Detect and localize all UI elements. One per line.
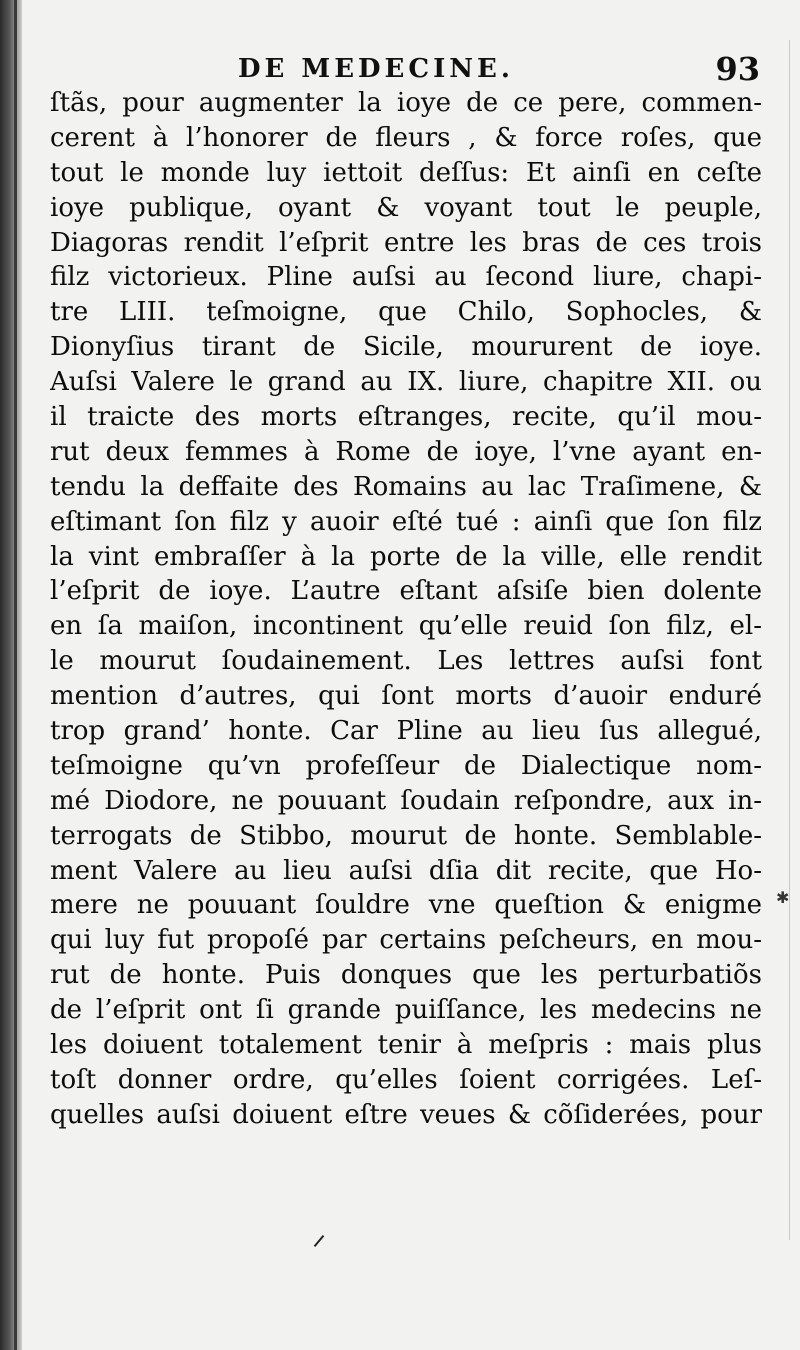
page-number: 93 bbox=[715, 50, 760, 88]
text-line: rut deux femmes à Rome de ioye, l’vne ayant en- bbox=[50, 436, 762, 467]
text-line: ioye publique, oyant & voyant tout le peuple, bbox=[50, 192, 762, 223]
text-line: terrogats de Stibbo, mourut de honte. Semblable- bbox=[50, 820, 762, 851]
text-line: en ſa maiſon, incontinent qu’elle reuid ſon filz, el- bbox=[50, 611, 762, 642]
stray-ink-mark bbox=[314, 1235, 325, 1247]
page-right-edge bbox=[789, 40, 790, 1240]
text-line: de l’eſprit ont ſi grande puiſſance, les medecins ne bbox=[50, 995, 762, 1026]
text-line: les doiuent totalement tenir à meſpris : mais plus bbox=[50, 1030, 762, 1061]
text-line: teſmoigne qu’vn profeſſeur de Dialectique nom- bbox=[50, 750, 762, 781]
text-line: cerent à l’honorer de fleurs , & force roſes, que bbox=[50, 122, 762, 153]
text-line: tout le monde luy iettoit deſſus: Et ainſi en ceſte bbox=[50, 157, 762, 188]
text-line: eſtimant ſon filz y auoir eſté tué : ainſi que ſon filz bbox=[50, 506, 762, 537]
text-line: tre LIII. teſmoigne, que Chilo, Sophocles, & bbox=[50, 297, 762, 328]
margin-mark: ✱ bbox=[776, 888, 790, 907]
binding-shadow bbox=[0, 0, 22, 1350]
text-line: toſt donner ordre, qu’elles ſoient corrigées. Leſ- bbox=[50, 1064, 762, 1095]
text-line: qui luy fut propoſé par certains peſcheurs, en mou- bbox=[50, 925, 762, 956]
text-line: Dionyſius tirant de Sicile, moururent de ioye. bbox=[50, 332, 762, 363]
text-line: filz victorieux. Pline auſsi au ſecond liure, chapi- bbox=[50, 262, 762, 293]
text-line: Diagoras rendit l’eſprit entre les bras de ces trois bbox=[50, 227, 762, 258]
text-line: la vint embraſſer à la porte de la ville, elle rendit bbox=[50, 541, 762, 572]
text-line: mention d’autres, qui ſont morts d’auoir enduré bbox=[50, 681, 762, 712]
text-line: rut de honte. Puis donques que les perturbatiõs bbox=[50, 960, 762, 991]
text-line: ment Valere au lieu auſsi dſia dit recite, que Ho- bbox=[50, 855, 762, 886]
page-edge bbox=[14, 0, 17, 1350]
text-line: l’eſprit de ioye. L’autre eſtant aſsiſe bien dolente bbox=[50, 576, 762, 607]
text-line: il traicte des morts eſtranges, recite, qu’il mou- bbox=[50, 402, 762, 433]
text-line: mé Diodore, ne pouuant ſoudain reſpondre, aux in- bbox=[50, 785, 762, 816]
body-text bbox=[50, 86, 762, 1133]
text-line: Auſsi Valere le grand au IX. liure, chapitre XII. ou bbox=[50, 367, 762, 398]
text-line: tendu la deffaite des Romains au lac Traſimene, & bbox=[50, 471, 762, 502]
text-line: quelles auſsi doiuent eſtre veues & cõſiderées, pour bbox=[50, 1099, 762, 1130]
text-line: ſtãs, pour augmenter la ioye de ce pere, commen- bbox=[50, 88, 762, 118]
running-title: DE MEDECINE. bbox=[238, 54, 514, 84]
text-line: le mourut ſoudainement. Les lettres auſsi font bbox=[50, 646, 762, 677]
text-line: mere ne pouuant ſouldre vne queſtion & enigme bbox=[50, 890, 762, 921]
text-line: trop grand’ honte. Car Pline au lieu ſus allegué, bbox=[50, 716, 762, 747]
